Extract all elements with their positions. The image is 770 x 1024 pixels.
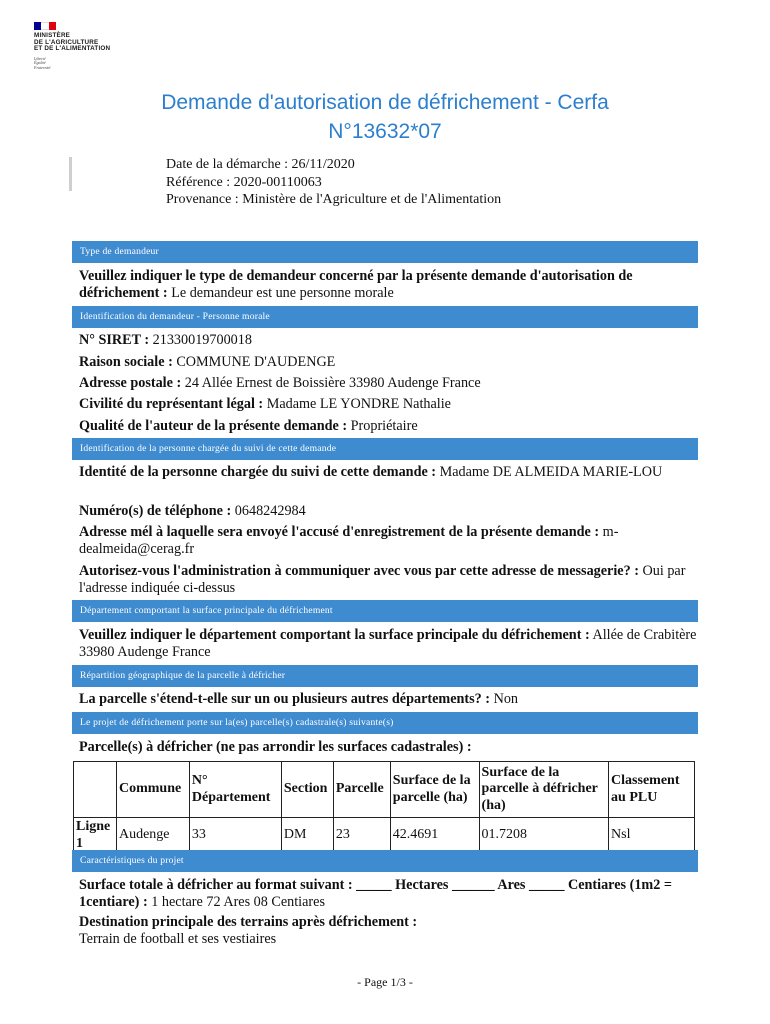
field-value: 0648242984 [234, 503, 306, 519]
table-cell: 42.4691 [390, 818, 479, 854]
field-qualite [79, 418, 699, 435]
section-departement: Département comportant la surface principale du défrichement [72, 600, 698, 622]
field-label: Numéro(s) de téléphone : [79, 503, 232, 519]
field-telephone [79, 503, 699, 520]
table-row [74, 818, 695, 854]
field-destination [79, 914, 699, 948]
field-value: Le demandeur est une personne morale [171, 285, 394, 301]
meta-provenance: Provenance : Ministère de l'Agriculture et de l'Alimentation [166, 192, 502, 207]
field-value: Terrain de football et ses vestiaires [79, 931, 277, 947]
field-label: Identité de la personne chargée du suivi de cette demande : [79, 464, 437, 480]
field-value: 1 hectare 72 Ares 08 Centiares [151, 894, 325, 910]
table-header: Surface de la parcelle (ha) [390, 762, 479, 818]
flag-icon [34, 22, 56, 30]
logo-line-3: ET DE L'ALIMENTATION [34, 45, 111, 53]
field-adresse-mel [79, 524, 699, 558]
field-label: Autorisez-vous l'administration à communiquer avec vous par cette adresse de messagerie? : [79, 563, 639, 579]
section-caracteristiques: Caractéristiques du projet [72, 850, 698, 872]
flag-white [41, 22, 48, 30]
field-value: Madame LE YONDRE Nathalie [266, 396, 451, 412]
table-header: Commune [116, 762, 189, 818]
table-cell: 23 [333, 818, 390, 854]
section-parcelles: Le projet de défrichement porte sur la(es) parcelle(s) cadastrale(s) suivante(s) [72, 712, 698, 734]
title-line-2: N°13632*07 [328, 120, 442, 143]
parcelles-table [73, 761, 695, 854]
field-label: Veuillez indiquer le type de demandeur concerné par la présente demande d'autorisation de défrichement : [79, 268, 633, 301]
field-adresse-postale [79, 375, 699, 392]
field-label: Parcelle(s) à défricher (ne pas arrondir les surfaces cadastrales) : [79, 739, 472, 755]
table-cell: 33 [189, 818, 281, 854]
section-repartition: Répartition géographique de la parcelle à défricher [72, 665, 698, 687]
field-value: Madame DE ALMEIDA MARIE-LOU [439, 464, 663, 480]
field-parcelles-label [79, 739, 699, 756]
table-cell: DM [281, 818, 333, 854]
field-surface-totale [79, 877, 699, 911]
field-departement [79, 627, 699, 661]
field-label: N° SIRET : [79, 332, 150, 348]
field-label: Adresse mél à laquelle sera envoyé l'accusé d'enregistrement de la présente demande : [79, 524, 600, 540]
section-suivi: Identification de la personne chargée du suivi de cette demande [72, 438, 698, 460]
meta-block [166, 156, 501, 209]
table-header: N° Département [189, 762, 281, 818]
section-identification: Identification du demandeur - Personne morale [72, 306, 698, 328]
ministry-logo [34, 22, 154, 71]
table-cell: Nsl [609, 818, 695, 854]
page-title [70, 88, 700, 146]
title-line-1: Demande d'autorisation de défrichement - Cerfa [161, 91, 609, 114]
table-header: Section [281, 762, 333, 818]
logo-line-1: MINISTÈRE [34, 32, 71, 39]
field-label: Destination principale des terrains après défrichement : [79, 914, 418, 930]
field-label: Qualité de l'auteur de la présente demande : [79, 418, 348, 434]
flag-red [49, 22, 56, 30]
field-value: Propriétaire [350, 418, 418, 434]
table-cell: Ligne 1 [74, 818, 117, 854]
field-value: m-dealmeida@cerag.fr [79, 524, 619, 557]
motto-2: Égalité [34, 60, 46, 66]
motto-3: Fraternité [34, 64, 51, 70]
field-label: Civilité du représentant légal : [79, 396, 264, 412]
field-value: COMMUNE D'AUDENGE [176, 354, 336, 370]
field-autorisation-messagerie [79, 563, 699, 597]
field-civilite [79, 396, 699, 413]
table-cell: 01.7208 [479, 818, 609, 854]
field-raison-sociale [79, 354, 699, 371]
field-value: 21330019700018 [152, 332, 252, 348]
meta-date: Date de la démarche : 26/11/2020 [166, 157, 355, 172]
meta-reference: Référence : 2020-00110063 [166, 174, 322, 190]
field-siret [79, 332, 699, 349]
field-label: Adresse postale : [79, 375, 182, 391]
logo-line-2: DE L'AGRICULTURE [34, 38, 99, 46]
field-value: Allée de Crabitère 33980 Audenge France [79, 627, 697, 660]
field-value: Oui par l'adresse indiquée ci-dessus [79, 563, 686, 596]
field-label: La parcelle s'étend-t-elle sur un ou plusieurs autres départements? : [79, 691, 491, 707]
table-header [74, 762, 117, 818]
field-value: 24 Allée Ernest de Boissière 33980 Audenge France [184, 375, 481, 391]
table-header-row [74, 762, 695, 818]
motto-1: Liberté [34, 55, 46, 61]
table-cell: Audenge [116, 818, 189, 854]
section-type-demandeur: Type de demandeur [72, 241, 698, 263]
logo-motto [34, 57, 154, 71]
table-header: Surface de la parcelle à défricher (ha) [479, 762, 609, 818]
meta-divider [69, 157, 72, 191]
table-header: Classement au PLU [609, 762, 695, 818]
field-label: Raison sociale : [79, 354, 173, 370]
page-number: - Page 1/3 - [357, 975, 413, 989]
field-type-demandeur [79, 268, 699, 302]
field-value: Non [493, 691, 519, 707]
field-label: Veuillez indiquer le département comportant la surface principale du défrichement : [79, 627, 590, 643]
flag-blue [34, 22, 41, 30]
table-header: Parcelle [333, 762, 390, 818]
field-identite-suivi [79, 464, 699, 481]
field-label: Surface totale à défricher au format suivant : _____ Hectares ______ Ares _____ Centiares (1m2 = 1centiare) : [79, 877, 672, 910]
field-autres-departements [79, 691, 699, 708]
